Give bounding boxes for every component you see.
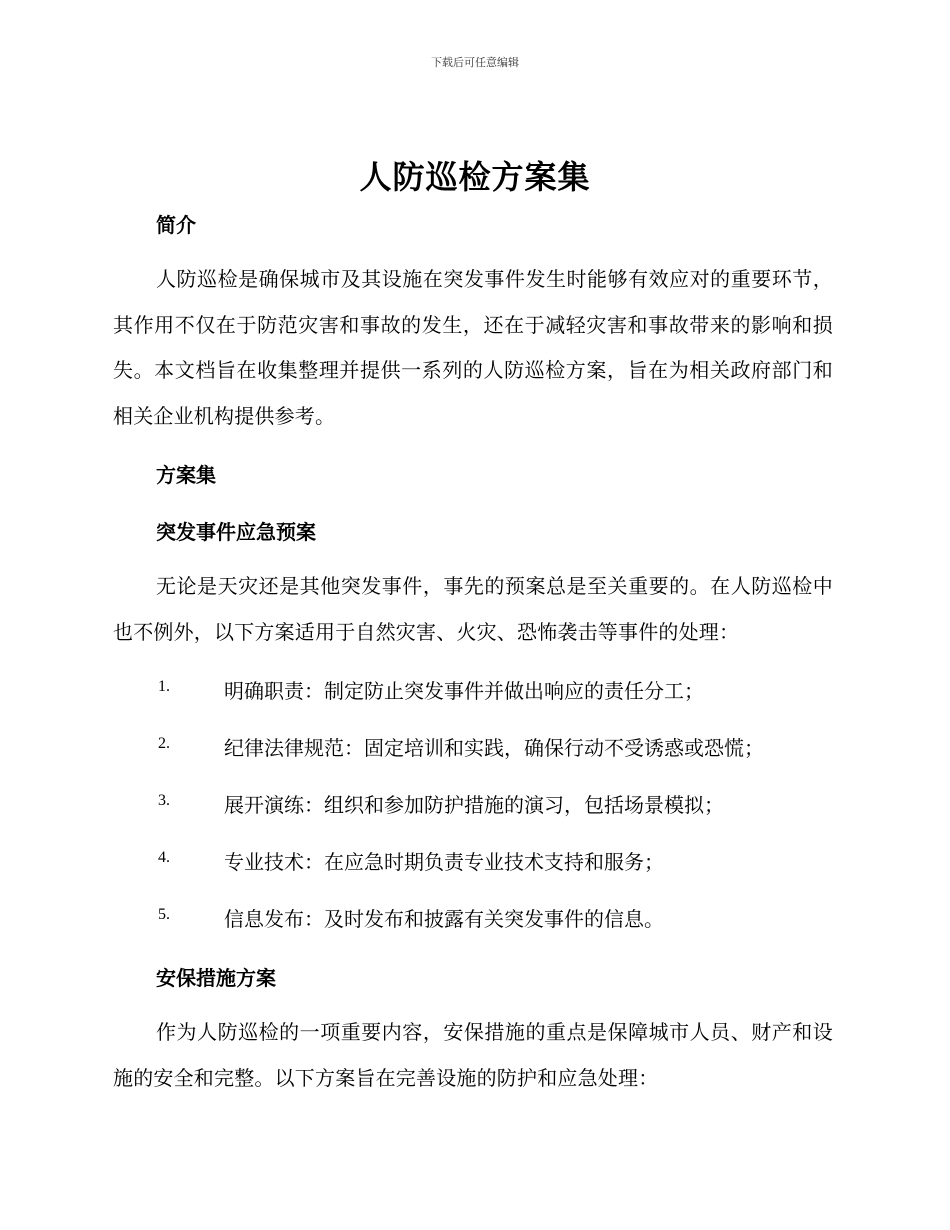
section-heading-security: 安保措施方案 [156,966,276,990]
list-item [0,675,950,705]
list-item-text: 明确职责：制定防止突发事件并做出响应的责任分工； [224,679,704,703]
list-item-text: 专业技术：在应急时期负责专业技术支持和服务； [224,850,664,874]
intro-paragraph: 人防巡检是确保城市及其设施在突发事件发生时能够有效应对的重要环节，其作用不仅在于防范灾害和事故的发生，还在于减轻灾害和事故带来的影响和损失。本文档旨在收集整理并提供一系列的人防巡检方案，旨在为相关政府部门和相关企业机构提供参考。 [113,267,833,428]
list-item-number: 4. [158,849,170,866]
emergency-paragraph: 无论是天灾还是其他突发事件，事先的预案总是至关重要的。在人防巡检中也不例外，以下方案适用于自然灾害、火灾、恐怖袭击等事件的处理： [113,574,833,644]
list-item-text: 信息发布：及时发布和披露有关突发事件的信息。 [224,907,664,931]
list-item [0,903,950,933]
list-item [0,789,950,819]
list-item-number: 3. [158,792,170,809]
document-title: 人防巡检方案集 [359,158,591,196]
list-item [0,846,950,876]
section-heading-emergency: 突发事件应急预案 [156,520,316,544]
list-item-text: 纪律法律规范：固定培训和实践，确保行动不受诱惑或恐慌； [224,736,764,760]
security-paragraph: 作为人防巡检的一项重要内容，安保措施的重点是保障城市人员、财产和设施的安全和完整。以下方案旨在完善设施的防护和应急处理： [113,1020,833,1090]
section-heading-intro: 简介 [156,213,196,237]
header-note: 下载后可任意编辑 [431,56,519,69]
list-item-number: 2. [158,735,170,752]
list-item-number: 5. [158,906,170,923]
list-item-number: 1. [158,678,170,695]
list-item [0,732,950,762]
section-heading-plans: 方案集 [156,463,216,487]
list-item-text: 展开演练：组织和参加防护措施的演习，包括场景模拟； [224,793,724,817]
